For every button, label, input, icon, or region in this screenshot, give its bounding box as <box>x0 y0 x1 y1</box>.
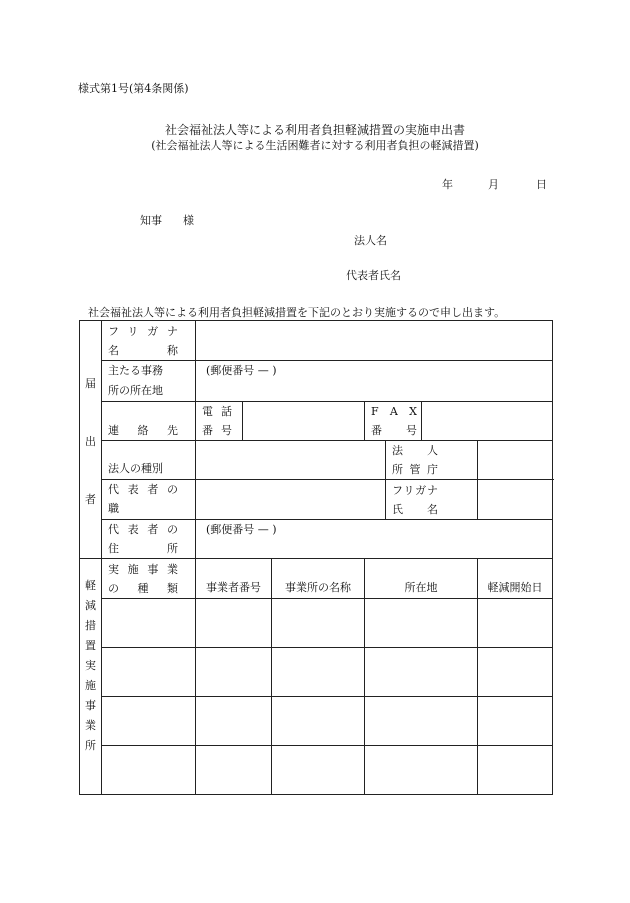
recipient-label: 知事 <box>140 214 162 227</box>
location-cell[interactable] <box>365 648 478 697</box>
furigana-name-label: フリガナ 名 称 <box>102 321 196 361</box>
facility-side-label: 軽 減 措 置 実 施 事 業 所 <box>80 559 102 795</box>
corp-name-label: 法人名 <box>354 234 387 247</box>
service-type-cell[interactable] <box>102 599 196 648</box>
start-date-cell[interactable] <box>478 648 553 697</box>
service-type-cell[interactable] <box>102 648 196 697</box>
phone-label: 電 話 番 号 <box>196 402 243 441</box>
rep-furigana-name-label: フリガナ 氏 名 <box>386 480 478 520</box>
corp-type-field[interactable] <box>196 441 386 480</box>
form-number: 様式第1号(第4条関係) <box>78 82 189 95</box>
document-subtitle: (社会福祉法人等による生活困難者に対する利用者負担の軽減措置) <box>151 139 479 152</box>
applicant-side-label: 届 出 者 <box>80 321 102 559</box>
facility-row <box>80 746 553 795</box>
service-type-cell[interactable] <box>102 746 196 795</box>
location-cell[interactable] <box>365 697 478 746</box>
representative-name-label: 代表者氏名 <box>346 269 401 282</box>
start-date-cell[interactable] <box>478 697 553 746</box>
main-office-address-field[interactable] <box>196 361 553 402</box>
col-service-type: 実 施 事 業 の 種 類 <box>102 559 196 599</box>
date-day-label: 日 <box>536 178 547 191</box>
facility-row <box>80 599 553 648</box>
location-cell[interactable] <box>365 746 478 795</box>
location-cell[interactable] <box>365 599 478 648</box>
rep-address-label: 代 表 者 の 住 所 <box>102 520 196 559</box>
col-start-date: 軽減開始日 <box>478 559 553 599</box>
contact-label: 連 絡 先 <box>102 402 196 441</box>
facility-row <box>80 697 553 746</box>
postal-code-hint: (郵便番号 — ) <box>206 523 277 536</box>
provider-number-cell[interactable] <box>196 599 272 648</box>
jurisdiction-field[interactable] <box>478 441 553 480</box>
col-facility-name: 事業所の名称 <box>272 559 365 599</box>
facility-name-cell[interactable] <box>272 746 365 795</box>
provider-number-cell[interactable] <box>196 746 272 795</box>
date-month-label: 月 <box>488 178 499 191</box>
corp-name-field[interactable] <box>196 321 553 361</box>
document-title: 社会福祉法人等による利用者負担軽減措置の実施申出書 <box>164 123 465 137</box>
intro-text: 社会福祉法人等による利用者負担軽減措置を下記のとおり実施するので申し出ます。 <box>88 306 506 319</box>
phone-field[interactable] <box>243 402 365 441</box>
main-office-label: 主たる事務 所の所在地 <box>102 361 196 402</box>
rep-title-label: 代 表 者 の 職 <box>102 480 196 520</box>
col-provider-number: 事業者番号 <box>196 559 272 599</box>
provider-number-cell[interactable] <box>196 697 272 746</box>
rep-address-field[interactable] <box>196 520 553 559</box>
date-year-label: 年 <box>442 178 453 191</box>
rep-name-field[interactable] <box>478 480 553 520</box>
facility-row <box>80 648 553 697</box>
corp-type-label: 法人の種別 <box>102 441 196 480</box>
application-form-table <box>79 320 553 795</box>
fax-field[interactable] <box>422 402 553 441</box>
postal-code-hint: (郵便番号 — ) <box>206 364 277 377</box>
provider-number-cell[interactable] <box>196 648 272 697</box>
facility-name-cell[interactable] <box>272 648 365 697</box>
fax-label: F A X 番 号 <box>365 402 422 441</box>
col-location: 所在地 <box>365 559 478 599</box>
start-date-cell[interactable] <box>478 599 553 648</box>
service-type-cell[interactable] <box>102 697 196 746</box>
start-date-cell[interactable] <box>478 746 553 795</box>
jurisdiction-label: 法 人 所 管 庁 <box>386 441 478 480</box>
rep-title-field[interactable] <box>196 480 386 520</box>
facility-name-cell[interactable] <box>272 599 365 648</box>
recipient-honorific: 様 <box>183 214 194 227</box>
facility-name-cell[interactable] <box>272 697 365 746</box>
